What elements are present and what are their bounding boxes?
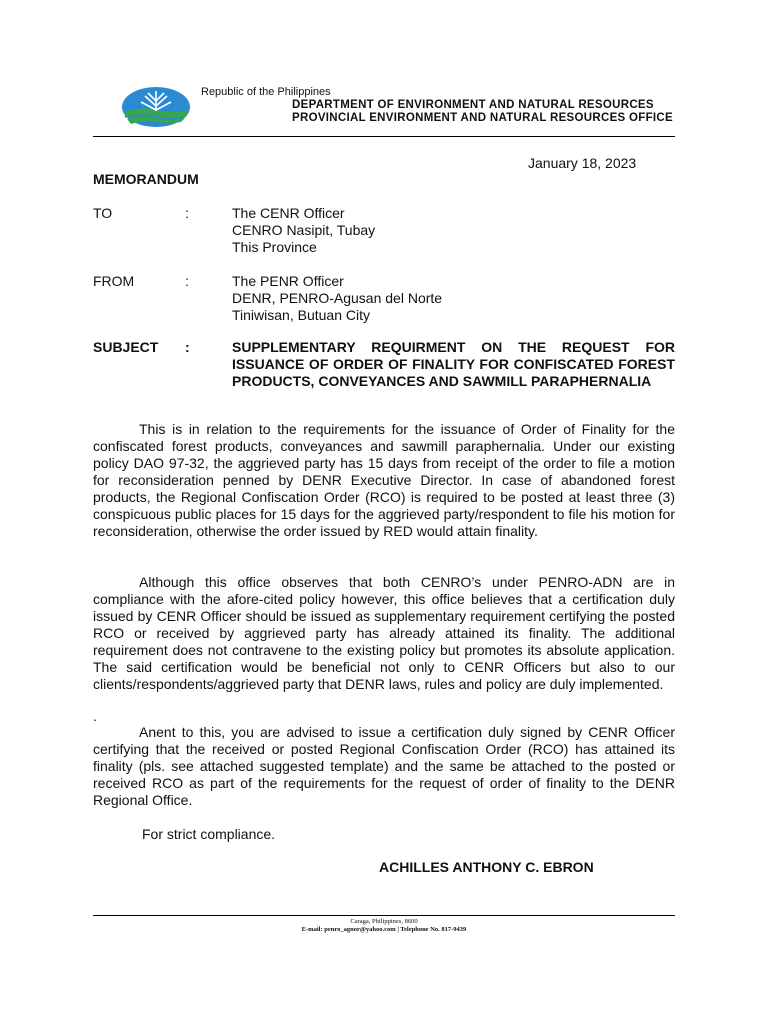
memo-date: January 18, 2023 bbox=[528, 155, 637, 171]
body-paragraph-1: This is in relation to the requirements for the issuance of Order of Finality for the confiscated forest products, conveyances and sawmill paraphernalia. Under our existing policy DAO 97-32, the aggrieved party has 15 days from receipt of the order to file a motion for reconsideration penned by DENR Executive Director. In case of abandoned forest products, the Regional Confiscation Order (RCO) is required to be posted at least three (3) conspicuous public places for 15 days for the aggrieved party/respondent to file his motion for reconsideration, otherwise the order issued by RED would attain finality. bbox=[93, 421, 675, 539]
to-colon: : bbox=[185, 205, 189, 221]
from-line-3: Tiniwisan, Butuan City bbox=[232, 307, 370, 323]
to-line-1: The CENR Officer bbox=[232, 205, 345, 221]
to-label: TO bbox=[93, 205, 113, 221]
denr-logo-icon bbox=[121, 86, 191, 128]
footer-contact: E-mail: penro_agnor@yahoo.com | Telephone No. 817-9439 bbox=[301, 926, 467, 933]
from-colon: : bbox=[185, 273, 189, 289]
body-paragraph-2: Although this office observes that both CENRO’s under PENRO-ADN are in compliance with the afore-cited policy however, this office believes that a certification duly issued by CENR Officer should be issued as supplementary requirement certifying the posted RCO or received by aggrieved party has already attained its finality. The additional requirement does not contravene to the existing policy but promotes its absolute application. The said certification would be beneficial not only to CENR Officers but also to our clients/respondents/aggrieved party that DENR laws, rules and policy are duly implemented. bbox=[93, 574, 675, 692]
department-name: DEPARTMENT OF ENVIRONMENT AND NATURAL RESOURCES bbox=[292, 99, 654, 111]
header-divider bbox=[93, 136, 675, 137]
subject-text: SUPPLEMENTARY REQUIRMENT ON THE REQUEST FOR ISSUANCE OF ORDER OF FINALITY FOR CONFISCATED FOREST PRODUCTS, CONVEYANCES AND SAWMILL PARAPHERNALIA bbox=[232, 339, 675, 389]
republic-line: Republic of the Philippines bbox=[201, 86, 331, 98]
signatory-name: ACHILLES ANTHONY C. EBRON bbox=[379, 859, 594, 875]
footer-divider bbox=[93, 915, 675, 916]
closing-line: For strict compliance. bbox=[142, 826, 276, 842]
to-line-3: This Province bbox=[232, 239, 317, 255]
body-paragraph-3: Anent to this, you are advised to issue a certification duly signed by CENR Officer certifying that the received or posted Regional Confiscation Order (RCO) has attained its finality (pls. see attached suggested template) and the same be attached to the posted or received RCO as part of the requirements for the request of order of finality to the DENR Regional Office. bbox=[93, 724, 675, 808]
from-line-2: DENR, PENRO-Agusan del Norte bbox=[232, 290, 443, 306]
subject-colon: : bbox=[185, 339, 190, 355]
stray-period: . bbox=[93, 708, 97, 724]
from-line-1: The PENR Officer bbox=[232, 273, 344, 289]
from-label: FROM bbox=[93, 273, 135, 289]
to-line-2: CENRO Nasipit, Tubay bbox=[232, 222, 376, 238]
subject-label: SUBJECT bbox=[93, 339, 159, 355]
memo-title: MEMORANDUM bbox=[93, 171, 199, 187]
footer-address: Caraga, Philippines, 8600 bbox=[350, 918, 418, 925]
office-name: PROVINCIAL ENVIRONMENT AND NATURAL RESOURCES OFFICE bbox=[292, 112, 673, 124]
